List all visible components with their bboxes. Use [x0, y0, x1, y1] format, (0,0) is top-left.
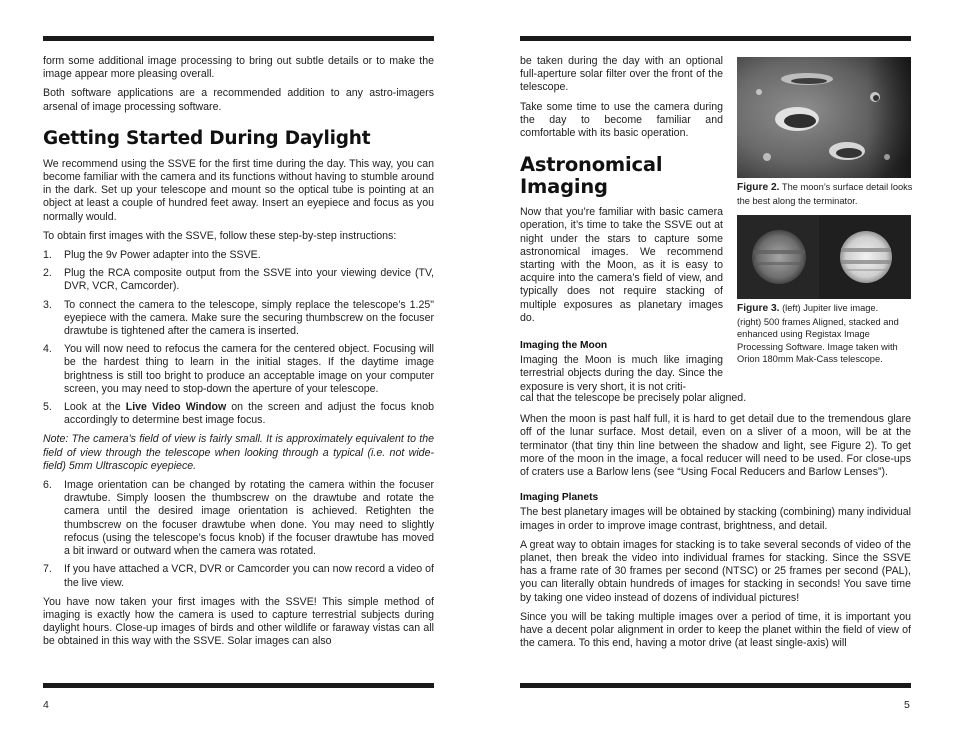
- planets-paragraph-2: A great way to obtain images for stacking is to take several seconds of video of the planet, then break the video into individual frames for stacking. Since the SSVE has a frame rate of 30 frames per second (NTSC) or 25 frames per second (PAL), you can literally obtain hundreds of images for stacking in seconds! You save time by taking one video instead of dozens of individual pictures!: [520, 538, 911, 604]
- subheading-imaging-moon: Imaging the Moon: [520, 340, 608, 352]
- moon-paragraph-continued: cal that the telescope be precisely polar aligned.: [520, 392, 747, 404]
- intro-paragraph-1: form some additional image processing to bring out subtle details or to make the image appear more pleasing overall.: [43, 55, 434, 81]
- step-item: 4. You will now need to refocus the camera for the centered object. Focusing will be the hardest thing to learn in the initial stages. If the daytime image brightness is still too bright to produce an acceptable image on your computer screen, you may need to stop-down the aperture of your telescope.: [43, 343, 434, 395]
- field-of-view-note: Note: The camera’s field of view is fairly small. It is approximately equivalent to the field of view through the telescope when looking through a typical (i.e. not wide-field) 5mm Ultrascopic eyepiece.: [43, 433, 434, 472]
- left-page-column: [43, 55, 434, 655]
- right-page-narrow-column: [520, 55, 723, 394]
- planets-paragraph-1: The best planetary images will be obtained by stacking (combining) many individual images in order to improve image contrast, brightness, and detail.: [520, 506, 911, 532]
- intro-paragraph-2: Both software applications are a recommended addition to any astro-imagers arsenal of image processing software.: [43, 87, 434, 113]
- practice-paragraph: Take some time to use the camera during the day to become familiar and comfortable with its basic operation.: [520, 100, 723, 140]
- daylight-paragraph-2: To obtain first images with the SSVE, follow these step-by-step instructions:: [43, 229, 397, 242]
- step-item: 1. Plug the 9v Power adapter into the SSVE.: [43, 249, 261, 262]
- live-video-window-term: Live Video Window: [125, 401, 227, 414]
- figure-3-jupiter-image: [737, 215, 911, 299]
- right-page-full-column: [520, 392, 911, 656]
- solar-paragraph: be taken during the day with an optional full-aperture solar filter over the front of the telescope.: [520, 55, 723, 94]
- astro-intro-paragraph: Now that you’re familiar with basic camera operation, it’s time to take the SSVE out at night under the stars to capture some astronomical images. We recommend starting with the Moon, as it is easy to acquire into the camera’s field of view, and typically does not require stacking of multiple exposures as planetary images do.: [520, 206, 723, 324]
- section-heading-astronomical-imaging: Astronomical Imaging: [520, 153, 663, 199]
- step-item: 7. If you have attached a VCR, DVR or Camcorder you can now record a video of the live view.: [43, 563, 434, 589]
- step-item: 6. Image orientation can be changed by rotating the camera within the focuser drawtube. Simply loosen the thumbscrew on the drawtube and rotate the camera until the desired image orientation is achieved. Retighten the thumbscrew on the focuser drawtube when done. You may need to slightly refocus (using the telescope’s focus knob) if the focuser drawtube has moved a bit inward or outward when the camera was rotated.: [43, 479, 434, 558]
- step-item: 3. To connect the camera to the telescope, simply replace the telescope’s 1.25" eyepiece with the camera. Make sure the securing thumbscrew on the focuser drawtube is tightened after the camera is inserted.: [43, 298, 434, 338]
- step-item: 2. Plug the RCA composite output from the SSVE into your viewing device (TV, DVR, VCR, Camcorder).: [43, 267, 434, 293]
- steps-list: [43, 249, 434, 427]
- page-number-left: 4: [43, 699, 49, 711]
- daylight-paragraph-3: You have now taken your first images with the SSVE! This simple method of imaging is exactly how the camera is used to capture terrestrial subjects during daylight hours. Close-up images of birds and other wildlife or faraway vistas can all be obtained in this way with the SSVE. Solar images can also: [43, 595, 434, 648]
- page-number-right: 5: [904, 699, 910, 711]
- right-top-rule: [520, 36, 911, 41]
- moon-paragraph-wrapped: Imaging the Moon is much like imaging terrestrial objects during the day. Since the exposure is very short, it is not criti-: [520, 354, 723, 393]
- step-item: 5. Look at the Live Video Window on the screen and adjust the focus knob accordingly to determine best image focus.: [43, 401, 434, 427]
- moon-detail-paragraph: When the moon is past half full, it is hard to get detail due to the tremendous glare off of the lunar surface. Most detail, even on a sliver of a moon, will be at the terminator (that tiny thin line between the shadow and light, see Figure 2). To get more of the moon in the image, a focal reducer will need to be used. For close-ups of craters use a Barlow lens (see “Using Focal Reducers and Barlow Lenses”).: [520, 413, 911, 479]
- steps-list-continued: [43, 479, 434, 590]
- figure-2-moon-image: [737, 57, 911, 178]
- figure-2-caption: Figure 2. The moon’s surface detail looks the best along the terminator.: [737, 182, 913, 206]
- figure-3-label: Figure 3.: [737, 303, 780, 314]
- daylight-paragraph-1: We recommend using the SSVE for the first time during the day. This way, you can become familiar with the camera and its functions without having to stumble around in the dark. Set up your telescope and mount so the optical tube is pointing at an object at least a couple of hundred feet away. Insert an eyepiece and focus as you normally would.: [43, 157, 434, 223]
- left-bottom-rule: [43, 683, 434, 688]
- planets-paragraph-3: Since you will be taking multiple images over a period of time, it is important you have a decent polar alignment in order to keep the planet within the field of view of the camera. To this end, having a motor drive (at least single-axis) will: [520, 610, 911, 650]
- subheading-imaging-planets: Imaging Planets: [520, 492, 599, 504]
- figure-3-caption: Figure 3. (left) Jupiter live image. (right) 500 frames Aligned, stacked and enhanced using Registax Image Processing Software. Image taken with Orion 180mm Mak-Cass telescope.: [737, 303, 899, 364]
- section-heading-daylight: Getting Started During Daylight: [43, 127, 371, 149]
- figure-2-label: Figure 2.: [737, 182, 780, 193]
- left-top-rule: [43, 36, 434, 41]
- right-bottom-rule: [520, 683, 911, 688]
